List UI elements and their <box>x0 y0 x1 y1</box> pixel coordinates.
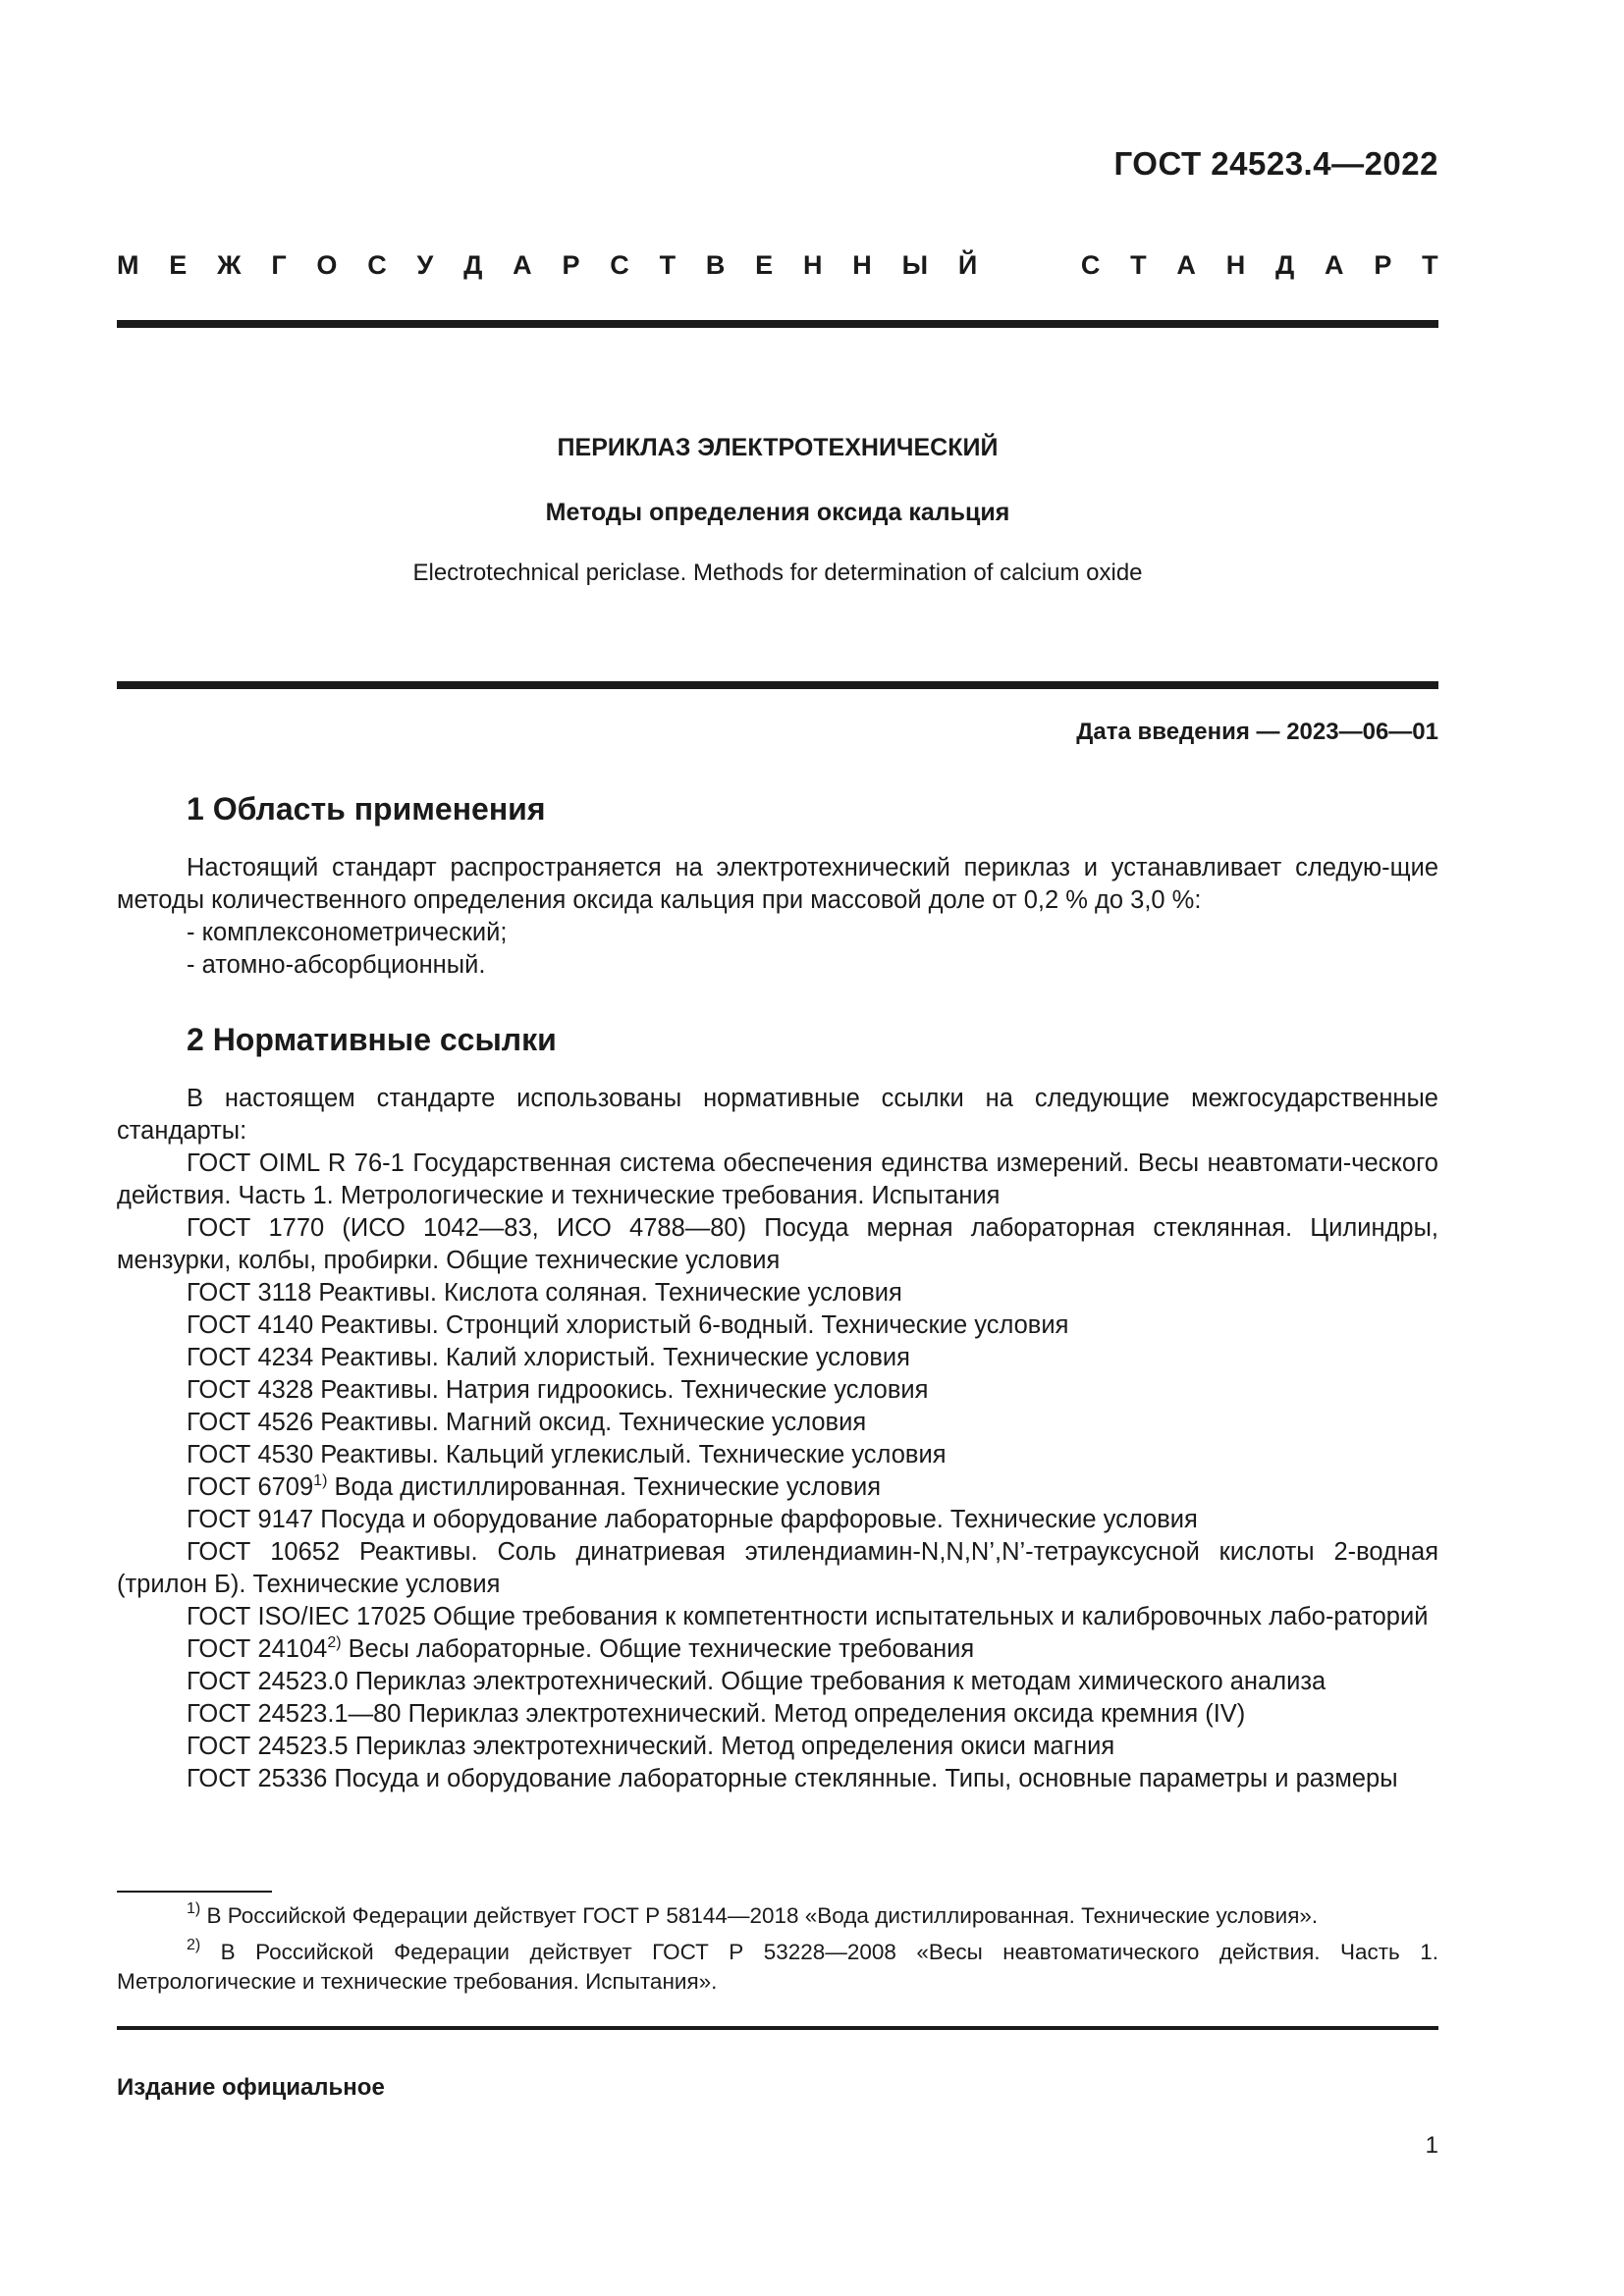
standard-word-letter: А <box>1325 250 1344 280</box>
reference-code: ГОСТ 6709 <box>187 1473 314 1501</box>
section-2-body <box>117 1083 1438 1795</box>
footnote-marker: 2) <box>327 1634 342 1651</box>
reference-title: Весы лабораторные. Общие технические требования <box>341 1635 975 1663</box>
section-1-heading: 1 Область применения <box>187 791 546 827</box>
interstate-word-letter: Д <box>463 250 483 280</box>
document-title: ПЕРИКЛАЗ ЭЛЕКТРОТЕХНИЧЕСКИЙ <box>557 434 999 461</box>
reference-item: ГОСТ 24523.0 Периклаз электротехнический. Общие требования к методам химического анализа <box>187 1668 1326 1695</box>
section-1-paragraph: Настоящий стандарт распространяется на электротехнический периклаз и устанавливает следую-щие методы количественного определения оксида кальция при массовой доле от 0,2 % до 3,0 %: <box>117 854 1438 914</box>
footnote-1 <box>117 1901 1438 1931</box>
interstate-word-letter: Н <box>852 250 872 280</box>
reference-item: ГОСТ 25336 Посуда и оборудование лабораторные стеклянные. Типы, основные параметры и размеры <box>187 1765 1398 1792</box>
interstate-word-letter: Г <box>271 250 287 280</box>
reference-item: ГОСТ ISO/IEC 17025 Общие требования к компетентности испытательных и калибровочных лабо-раторий <box>187 1603 1429 1630</box>
footnote-text: В Российской Федерации действует ГОСТ Р 53228—2008 «Весы неавтоматического действия. Часть 1. Метрологические и технические требования. Испытания». <box>117 1940 1438 1994</box>
section-1-list-item: - атомно-абсорбционный. <box>187 951 486 979</box>
footnote-2 <box>117 1938 1438 1997</box>
reference-item: ГОСТ 4328 Реактивы. Натрия гидроокись. Технические условия <box>187 1376 929 1404</box>
title-rule <box>117 681 1438 689</box>
document-title-english: Electrotechnical periclase. Methods for determination of calcium oxide <box>412 560 1143 586</box>
footnote-marker: 1) <box>313 1472 328 1489</box>
interstate-word-letter: Е <box>169 250 188 280</box>
reference-item: ГОСТ 24523.5 Периклаз электротехнический. Метод определения окиси магния <box>187 1733 1115 1760</box>
reference-code: ГОСТ 24104 <box>187 1635 328 1663</box>
standard-word-letter: Т <box>1130 250 1147 280</box>
interstate-word-letter: У <box>416 250 434 280</box>
reference-item: ГОСТ 4234 Реактивы. Калий хлористый. Технические условия <box>187 1344 910 1371</box>
introduction-date: Дата введения — 2023—06—01 <box>1076 719 1438 745</box>
standard-word-letter: Р <box>1374 250 1392 280</box>
reference-item: ГОСТ 4530 Реактивы. Кальций углекислый. Технические условия <box>187 1441 947 1468</box>
standard-word-letter: Н <box>1225 250 1246 280</box>
footnote-separator <box>117 1891 272 1893</box>
interstate-word-letter: С <box>367 250 387 280</box>
footnotes <box>117 1901 1438 2003</box>
page-number: 1 <box>1425 2132 1438 2159</box>
interstate-word-letter: Ы <box>901 250 929 280</box>
interstate-word-letter: Й <box>957 250 978 280</box>
standard-word-letter: А <box>1176 250 1196 280</box>
section-1-body <box>117 852 1438 982</box>
interstate-word-letter: О <box>316 250 338 280</box>
reference-item: ГОСТ 1770 (ИСО 1042—83, ИСО 4788—80) Посуда мерная лабораторная стеклянная. Цилиндры, мензурки, колбы, пробирки. Общие технические условия <box>117 1214 1438 1274</box>
footnote-text: В Российской Федерации действует ГОСТ Р 58144—2018 «Вода дистиллированная. Технические условия». <box>200 1903 1319 1928</box>
reference-item: ГОСТ 4526 Реактивы. Магний оксид. Технические условия <box>187 1409 867 1436</box>
standard-word-letter: Д <box>1275 250 1295 280</box>
standard-word-letter: С <box>1080 250 1101 280</box>
reference-item-6709 <box>117 1471 1438 1504</box>
section-1-list-item: - комплексонометрический; <box>187 919 508 946</box>
reference-item: ГОСТ OIML R 76-1 Государственная система обеспечения единства измерений. Весы неавтомати-ческого действия. Часть 1. Метрологические и технические требования. Испытания <box>117 1149 1438 1209</box>
interstate-word-letter: Н <box>802 250 823 280</box>
interstate-word-letter: Е <box>755 250 774 280</box>
standard-word-letter: Т <box>1422 250 1438 280</box>
footnote-mark: 1) <box>187 1900 201 1917</box>
footnote-mark: 2) <box>187 1937 201 1953</box>
interstate-word-letter: М <box>117 250 139 280</box>
reference-item: ГОСТ 3118 Реактивы. Кислота соляная. Технические условия <box>187 1279 902 1307</box>
word-gap <box>1007 250 1051 281</box>
section-2-intro: В настоящем стандарте использованы нормативные ссылки на следующие межгосударственные стандарты: <box>117 1085 1438 1145</box>
reference-item: ГОСТ 9147 Посуда и оборудование лабораторные фарфоровые. Технические условия <box>187 1506 1198 1533</box>
interstate-word-letter: С <box>610 250 629 280</box>
gost-number: ГОСТ 24523.4—2022 <box>1113 145 1438 182</box>
footer-rule <box>117 2026 1438 2030</box>
interstate-word-letter: Р <box>562 250 580 280</box>
document-subtitle: Методы определения оксида кальция <box>545 499 1010 526</box>
header-rule <box>117 320 1438 328</box>
reference-item: ГОСТ 24523.1—80 Периклаз электротехнический. Метод определения оксида кремния (IV) <box>187 1700 1246 1728</box>
interstate-standard-heading <box>117 250 1438 281</box>
edition-label: Издание официальное <box>117 2074 385 2101</box>
reference-item: ГОСТ 4140 Реактивы. Стронций хлористый 6-водный. Технические условия <box>187 1311 1069 1339</box>
section-2-heading: 2 Нормативные ссылки <box>187 1022 557 1057</box>
reference-title: Вода дистиллированная. Технические условия <box>327 1473 882 1501</box>
interstate-word-letter: А <box>513 250 532 280</box>
interstate-word-letter: Ж <box>217 250 242 280</box>
reference-item: ГОСТ 10652 Реактивы. Соль динатриевая этилендиамин-N,N,N’,N’-тетрауксусной кислоты 2-водная (трилон Б). Технические условия <box>117 1538 1438 1598</box>
interstate-word-letter: Т <box>659 250 677 280</box>
interstate-word-letter: В <box>705 250 726 280</box>
reference-item-24104 <box>117 1633 1438 1666</box>
